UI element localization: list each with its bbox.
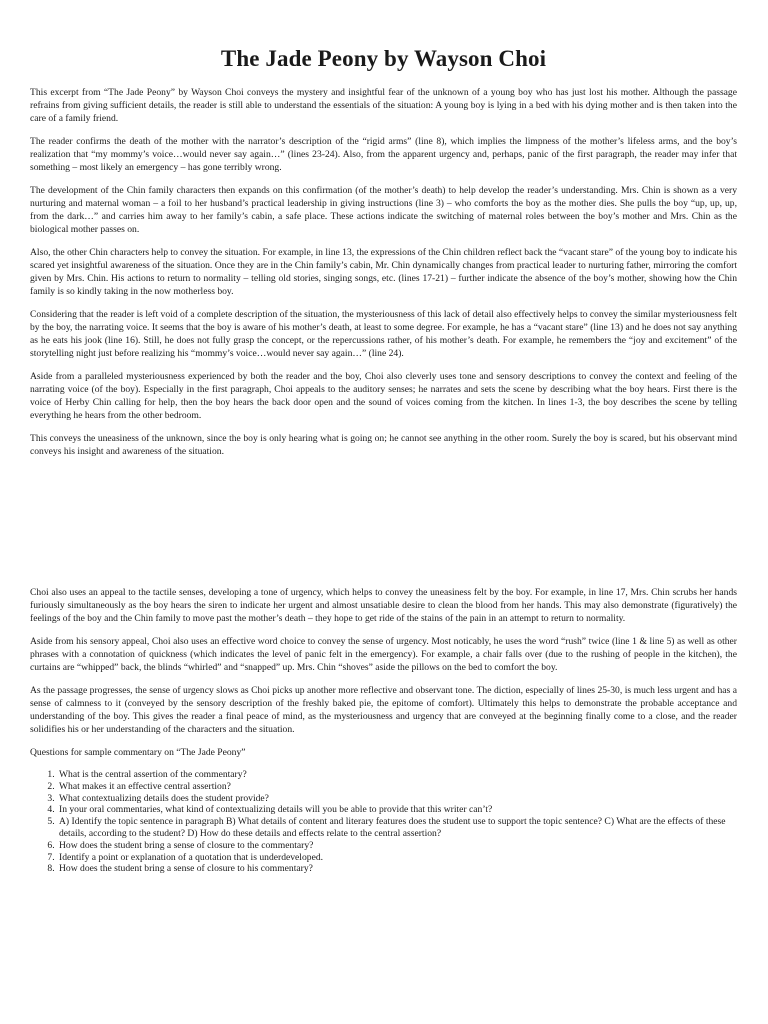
paragraph: This excerpt from “The Jade Peony” by Wayson Choi conveys the mystery and insightful fear of the unknown of a young boy who has just lost his mother. Although the passage refrains from giving sufficient details, the reader is still able to understand the essentials of the situation: A young boy is lying in a bed with his dying mother and is then taken into the care of a family friend. bbox=[30, 87, 737, 124]
list-item: 5. A) Identify the topic sentence in paragraph B) What details of content and literary features does the student use to support the topic sentence? C) What are the effects of these details, according to the student? D) How do these details and effects relate to the central assertion? bbox=[57, 816, 737, 840]
paragraph: The reader confirms the death of the mother with the narrator’s description of the “rigid arms” (line 8), which implies the limpness of the mother’s lifeless arms, and the boy’s realization that “my mommy’s voice…would never say again…” (lines 23-24). Also, from the apparent urgency and, perhaps, panic of the first paragraph, the reader may infer that something – most likely an emergency – has gone terribly wrong. bbox=[30, 136, 737, 173]
list-item: 6. How does the student bring a sense of closure to the commentary? bbox=[57, 840, 737, 852]
list-item: 7. Identify a point or explanation of a quotation that is underdeveloped. bbox=[57, 852, 737, 864]
paragraph: Choi also uses an appeal to the tactile senses, developing a tone of urgency, which helps to convey the uneasiness felt by the boy. For example, in line 17, Mrs. Chin scrubs her hands furiously simultaneously as the boy hears the siren to indicate her urgent and almost unsatiable desire to clean the blood from her hands. This may also demonstrate (figuratively) the feelings of the boy and the Chin family to move past the mother’s death – they hope to get ride of the stains of the pain in an attempt to return to normality. bbox=[30, 587, 737, 624]
body-bottom bbox=[30, 586, 737, 875]
list-item: 8. How does the student bring a sense of closure to his commentary? bbox=[57, 863, 737, 875]
paragraph: Aside from a paralleled mysteriousness experienced by both the reader and the boy, Choi also cleverly uses tone and sensory descriptions to convey the context and feeling of the narrating voice (of the boy). Especially in the first paragraph, Choi appeals to the auditory senses; he narrates and sets the scene by describing what the boy hears. First there is the voice of Herby Chin calling for help, then the boy hears the back door open and the sound of voices coming from the kitchen. In lines 1-3, the boy describes the scene by telling everything he hears from the other bedroom. bbox=[30, 371, 737, 421]
paragraph: Considering that the reader is left void of a complete description of the situation, the mysteriousness of this lack of detail also effectively helps to convey the similar mysteriousness felt by the boy, the narrating voice. It seems that the boy is aware of his mother’s death, at least to some degree. For example, he has a “vacant stare” (line 13) and he does not say anything as he eats his jook (line 16). Still, he does not fully grasp the concept, or the repercussions rather, of his mother’s death. For example, he remembers the “joy and excitement” of the storytelling night just before realizing his “mommy’s voice…would never say again…” (line 24). bbox=[30, 309, 737, 359]
paragraph: This conveys the uneasiness of the unknown, since the boy is only hearing what is going on; he cannot see anything in the other room. Surely the boy is scared, but his observant mind conveys his insight and awareness of the situation. bbox=[30, 433, 737, 457]
paragraph: Aside from his sensory appeal, Choi also uses an effective word choice to convey the sense of urgency. Most noticably, he uses the word “rush” twice (line 1 & line 5) as well as other phrases with a connotation of quickness (which indicates the level of panic felt in the emergency). For example, a chair falls over (due to the rushing of people in the kitchen), the curtains are “whipped” back, the blinds “whirled” and “snapped” up. Mrs. Chin “shoves” aside the pillows on the bed to comfort the boy. bbox=[30, 636, 737, 673]
paragraph: Also, the other Chin characters help to convey the situation. For example, in line 13, the expressions of the Chin children reflect back the “vacant stare” of the young boy to indicate his scared yet insightful awareness of the situation. Once they are in the Chin family’s cabin, Mr. Chin dynamically changes from practical leader to nurturing father, mirroring the comfort given by Mrs. Chin. His actions to return to normality – telling old stories, singing songs, etc. (lines 17-21) – further indicate the absence of the boy’s mother, showing how the Chin family is so kindly taking in the now motherless boy. bbox=[30, 247, 737, 297]
paragraph: As the passage progresses, the sense of urgency slows as Choi picks up another more reflective and observant tone. The diction, especially of lines 25-30, is much less urgent and has a sense of calmness to it (conveyed by the sensory description of the freshly baked pie, the epitome of comfort). Ultimately this helps to demonstrate the probable acceptance and understanding of the boy. This gives the reader a final peace of mind, as the mysteriousness and urgency that are conveyed at the beginning finally come to a close, and the reader solidifies his or her understanding of the characters and the situation. bbox=[30, 685, 737, 735]
body-top bbox=[30, 86, 737, 468]
questions-list bbox=[30, 769, 737, 875]
list-item: 1. What is the central assertion of the commentary? bbox=[57, 769, 737, 781]
document-title: The Jade Peony by Wayson Choi bbox=[220, 46, 547, 71]
list-item: 2. What makes it an effective central assertion? bbox=[57, 781, 737, 793]
list-item: 3. What contextualizing details does the student provide? bbox=[57, 793, 737, 805]
paragraph: The development of the Chin family characters then expands on this confirmation (of the mother’s death) to help develop the reader’s understanding. Mrs. Chin is shown as a very nurturing and maternal woman – a foil to her husband’s practical leadership in giving instructions (line 3) – who comforts the boy as the mother dies. She pulls the boy “up, up, up, from the dark…” and carries him away to her family’s cabin, a safe place. These actions indicate the switching of maternal roles between the boy’s mother and Mrs. Chin as the biological mother passes on. bbox=[30, 185, 737, 235]
questions-title: Questions for sample commentary on “The Jade Peony” bbox=[30, 747, 246, 758]
list-item: 4. In your oral commentaries, what kind of contextualizing details will you be able to provide that this writer can’t? bbox=[57, 804, 737, 816]
